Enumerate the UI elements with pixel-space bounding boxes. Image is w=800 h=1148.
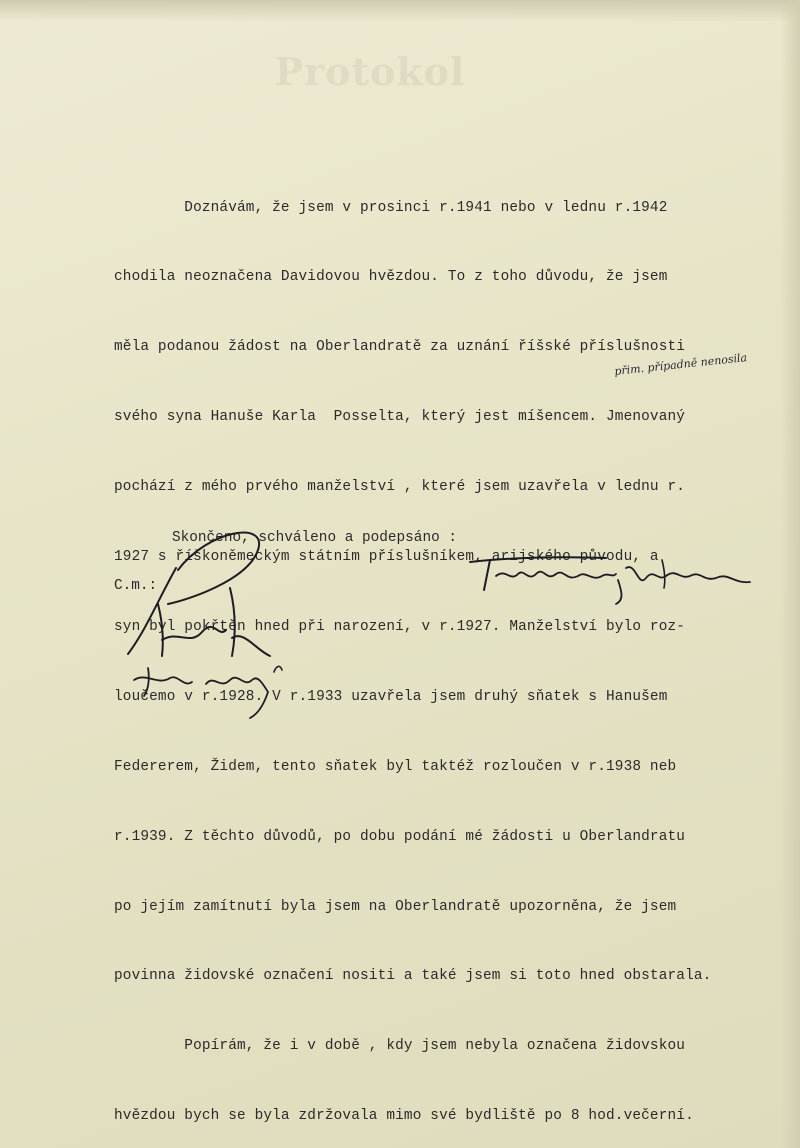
text-line: chodila neoznačena Davidovou hvězdou. To z toho důvodu, že jsem: [114, 269, 668, 286]
paper-edge-top: [0, 0, 800, 22]
text-line: Doznávám, že jsem v prosinci r.1941 nebo v lednu r.1942: [114, 199, 668, 216]
text-line: svého syna Hanuše Karla Posselta, který jest míšencem. Jmenovaný: [114, 409, 686, 426]
text-line: po jejím zamítnutí byla jsem na Oberlandratě upozorněna, že jsem: [114, 898, 677, 915]
signature-federerova: [466, 548, 766, 608]
signature-officer: [118, 520, 298, 720]
text-line: loučemo v r.1928. V r.1933 uzavřela jsem druhý sňatek s Hanušem: [114, 688, 668, 705]
text-line: syn byl pokřtěn hned při narození, v r.1927. Manželství bylo roz-: [114, 618, 686, 635]
text-line: pochází z mého prvého manželství , které jsem uzavřela v lednu r.: [114, 479, 686, 496]
text-line: r.1939. Z těchto důvodů, po dobu podání mé žádosti u Oberlandratu: [114, 828, 686, 845]
text-line: hvězdou bych se byla zdržovala mimo své bydliště po 8 hod.večerní.: [114, 1108, 694, 1125]
text-line: měla podanou žádost na Oberlandratě za uznání říšské příslušnosti: [114, 339, 686, 356]
closing-line: Skončeno, schváleno a podepsáno :: [172, 530, 457, 546]
text-line: Popírám, že i v době , kdy jsem nebyla označena židovskou: [114, 1038, 686, 1055]
cm-label: C.m.:: [114, 578, 158, 594]
text-line: povinna židovské označení nositi a také jsem si toto hned obstarala.: [114, 968, 712, 985]
text-line: Federerem, Židem, tento sňatek byl taktéž rozloučen v r.1938 neb: [114, 758, 677, 775]
text-line: 1927 s říškoněmeckým státním příslušníkem, arijského původu, a: [114, 549, 659, 566]
ghost-header: Protokol: [274, 49, 466, 94]
handwritten-insert: přim. případně nenosila: [613, 351, 748, 378]
